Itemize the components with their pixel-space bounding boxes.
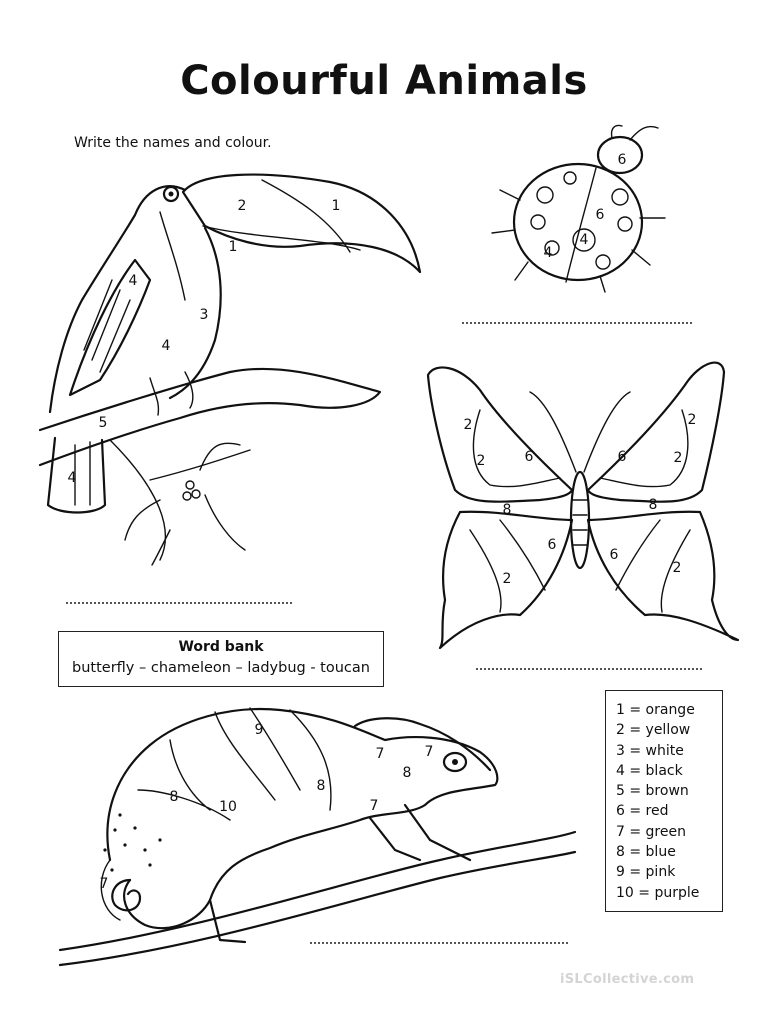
chameleon-number: 8 — [316, 778, 326, 794]
colour-key-item: 2 = yellow — [616, 722, 691, 739]
butterfly-number: 2 — [672, 560, 682, 576]
word-bank-heading: Word bank — [178, 639, 264, 655]
colour-key-item: 3 = white — [616, 742, 684, 759]
ladybug-number: 6 — [595, 207, 605, 223]
chameleon-number: 7 — [369, 798, 379, 814]
colour-key-item: 4 = black — [616, 762, 683, 779]
toucan-number: 3 — [199, 307, 209, 323]
chameleon-number: 8 — [402, 765, 412, 781]
colour-key — [605, 690, 723, 912]
word-bank-words: butterfly – chameleon – ladybug - toucan — [72, 660, 370, 676]
chameleon-number: 7 — [375, 746, 385, 762]
butterfly-number: 6 — [524, 449, 534, 465]
butterfly-number: 2 — [463, 417, 473, 433]
toucan-number: 1 — [228, 239, 238, 255]
colour-key-item: 1 = orange — [616, 702, 695, 718]
colour-key-item: 9 = pink — [616, 864, 676, 881]
page-title: Colourful Animals — [180, 58, 588, 104]
ladybug-number: 4 — [579, 232, 589, 248]
chameleon-number: 8 — [169, 789, 179, 805]
chameleon-answer-line[interactable] — [310, 942, 568, 944]
chameleon-number: 7 — [424, 744, 434, 760]
butterfly-number: 6 — [617, 449, 627, 465]
instruction-text: Write the names and colour. — [74, 135, 272, 151]
butterfly-number: 2 — [687, 412, 697, 428]
butterfly-number: 2 — [502, 571, 512, 587]
ladybug-number: 6 — [617, 152, 627, 168]
butterfly-number: 2 — [476, 453, 486, 469]
ladybug-number: 4 — [543, 245, 553, 261]
chameleon-number: 7 — [99, 876, 109, 892]
toucan-number: 4 — [128, 273, 138, 289]
butterfly-number: 6 — [547, 537, 557, 553]
toucan-number: 1 — [331, 198, 341, 214]
butterfly-number: 6 — [609, 547, 619, 563]
colour-key-item: 8 = blue — [616, 844, 676, 861]
chameleon-number: 10 — [219, 799, 237, 815]
butterfly-number: 8 — [502, 502, 512, 518]
colour-key-item: 6 = red — [616, 803, 669, 820]
butterfly-number: 2 — [673, 450, 683, 466]
colour-key-item: 5 = brown — [616, 783, 689, 800]
colour-key-item: 10 = purple — [616, 884, 700, 901]
chameleon-number: 9 — [254, 722, 264, 738]
toucan-number: 4 — [161, 338, 171, 354]
watermark: iSLCollective.com — [560, 972, 695, 987]
butterfly-number: 8 — [648, 497, 658, 513]
colour-key-item: 7 = green — [616, 823, 686, 840]
toucan-number: 4 — [67, 470, 77, 486]
toucan-number: 2 — [237, 198, 247, 214]
toucan-number: 5 — [98, 415, 108, 431]
